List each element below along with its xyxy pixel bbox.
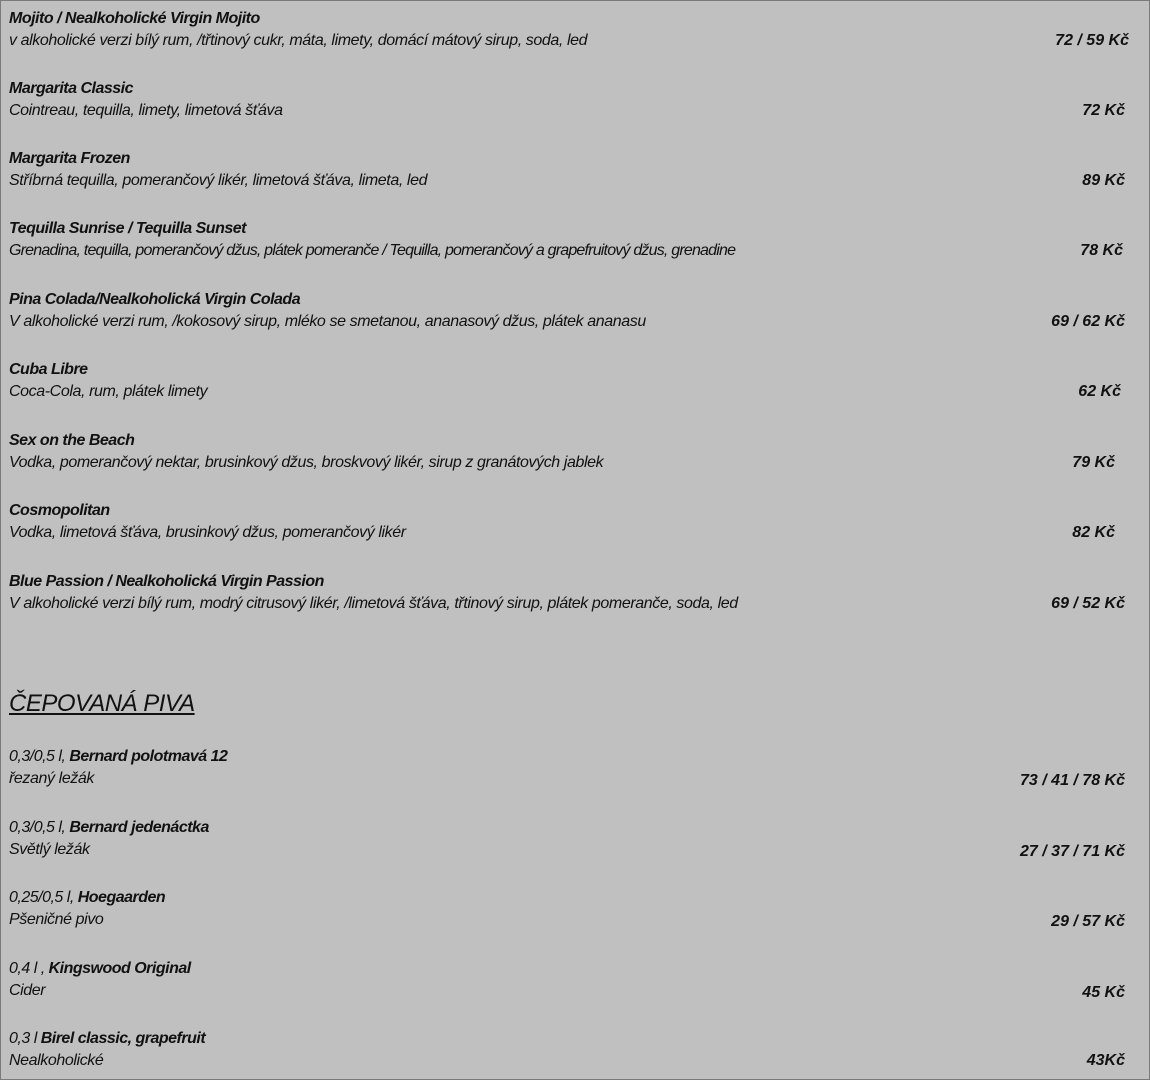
item-size: 0,3/0,5 l, [9,748,70,765]
item-description: v alkoholické verzi bílý rum, /třtinový cukr, máta, limety, domácí mátový sirup, soda, led [9,32,588,49]
item-description: Vodka, limetová šťáva, brusinkový džus, pomerančový likér [9,524,406,541]
item-name: Blue Passion / Nealkoholická Virgin Passion [9,573,324,590]
item-description: Pšeničné pivo [9,911,104,928]
item-price: 69 / 62 Kč [1051,313,1125,330]
item-price: 27 / 37 / 71 Kč [1020,843,1125,860]
item-name: Mojito / Nealkoholické Virgin Mojito [9,10,260,27]
item-title: Birel classic, grapefruit [40,1030,206,1047]
item-size: 0,3 l [9,1030,41,1047]
menu-item-blue-passion [9,572,1139,620]
menu-item-kingswood [9,959,1139,1007]
item-description: Vodka, pomerančový nektar, brusinkový džus, broskvový likér, sirup z granátových jablek [9,454,604,471]
item-price: 79 Kč [1072,454,1115,471]
menu-item-birel [9,1029,1139,1077]
menu-item-margarita-classic [9,79,1139,127]
item-name: Margarita Frozen [9,150,130,167]
menu-item-tequilla-sunrise [9,219,1139,267]
item-size: 0,4 l , [9,960,49,977]
item-description: Světlý ležák [9,841,90,858]
menu-item-bernard-polotmava [9,747,1139,795]
item-description: V alkoholické verzi bílý rum, modrý citrusový likér, /limetová šťáva, třtinový sirup, plátek pomeranče, soda, led [9,595,738,612]
item-name: Cuba Libre [9,361,88,378]
item-description: Grenadina, tequilla, pomerančový džus, plátek pomeranče / Tequilla, pomerančový a grapefruitový džus, grenadine [9,242,736,259]
item-name: Sex on the Beach [9,432,135,449]
menu-item-cuba-libre [9,360,1139,408]
item-price: 45 Kč [1082,984,1125,1001]
item-name: Pina Colada/Nealkoholická Virgin Colada [9,291,301,308]
item-name [9,747,227,767]
item-price: 73 / 41 / 78 Kč [1020,772,1125,789]
menu-item-bernard-jedenactka [9,818,1139,866]
menu-item-pina-colada [9,290,1139,338]
section-title-draft-beer: ČEPOVANÁ PIVA [9,690,195,717]
item-title: Hoegaarden [77,889,166,906]
item-description: Nealkoholické [9,1052,104,1069]
item-price: 78 Kč [1080,242,1123,259]
item-name [9,818,209,838]
item-price: 82 Kč [1072,524,1115,541]
menu-item-hoegaarden [9,888,1139,936]
item-price: 72 / 59 Kč [1055,32,1129,49]
item-name: Tequilla Sunrise / Tequilla Sunset [9,220,246,237]
item-price: 72 Kč [1082,102,1125,119]
item-title: Bernard jedenáctka [69,819,209,836]
item-description: Stříbrná tequilla, pomerančový likér, limetová šťáva, limeta, led [9,172,428,189]
item-name: Margarita Classic [9,80,134,97]
item-title: Bernard polotmavá 12 [69,748,228,765]
item-description: Cider [9,982,46,999]
menu-item-cosmopolitan [9,501,1139,549]
item-description: Cointreau, tequilla, limety, limetová šťáva [9,102,283,119]
item-price: 89 Kč [1082,172,1125,189]
item-name [9,1029,205,1049]
item-price: 69 / 52 Kč [1051,595,1125,612]
menu-item-margarita-frozen [9,149,1139,197]
item-name: Cosmopolitan [9,502,110,519]
item-price: 43Kč [1086,1052,1125,1069]
item-name [9,959,191,979]
item-size: 0,25/0,5 l, [9,889,78,906]
item-size: 0,3/0,5 l, [9,819,70,836]
item-price: 29 / 57 Kč [1051,913,1125,930]
item-price: 62 Kč [1078,383,1121,400]
item-description: řezaný ležák [9,770,95,787]
item-description: V alkoholické verzi rum, /kokosový sirup, mléko se smetanou, ananasový džus, plátek ananasu [9,313,646,330]
menu-item-mojito [9,9,1139,57]
item-name [9,888,165,908]
item-description: Coca-Cola, rum, plátek limety [9,383,208,400]
menu-item-sex-on-the-beach [9,431,1139,479]
item-title: Kingswood Original [48,960,191,977]
